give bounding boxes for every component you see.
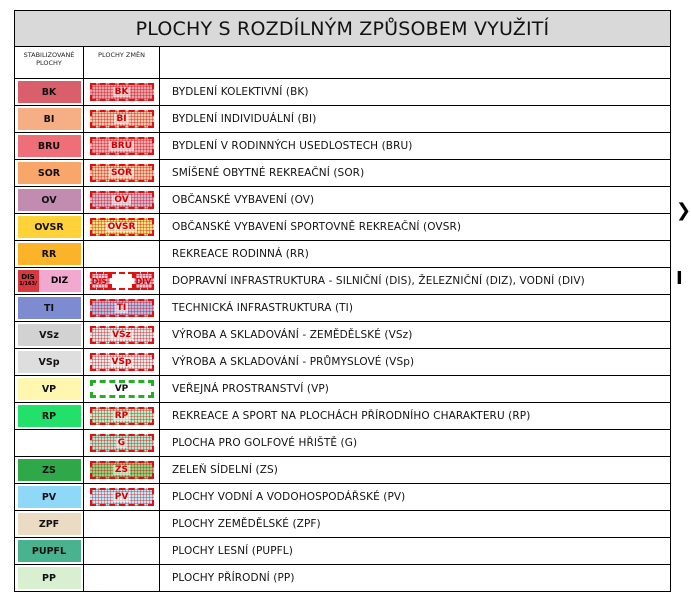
change-swatch — [90, 326, 154, 344]
change-cell — [84, 241, 160, 267]
change-cell — [84, 403, 160, 429]
change-code: OV — [114, 195, 129, 205]
change-swatch — [90, 110, 154, 128]
stabilized-cell — [15, 511, 84, 537]
stabilized-cell — [15, 79, 84, 105]
change-code: SOR — [110, 168, 133, 178]
change-code: G — [117, 438, 126, 448]
row-description: BYDLENÍ KOLEKTIVNÍ (BK) — [172, 86, 309, 98]
legend-row — [15, 187, 670, 214]
legend-row — [15, 457, 670, 484]
legend-row — [15, 538, 670, 565]
change-swatch-div: DIV — [134, 272, 154, 290]
change-code: RP — [114, 411, 129, 421]
legend-row — [15, 322, 670, 349]
legend-row — [15, 403, 670, 430]
change-cell — [84, 457, 160, 483]
stabilized-swatch: PV — [18, 486, 81, 508]
row-description: REKREACE RODINNÁ (RR) — [172, 248, 309, 260]
change-cell — [84, 376, 160, 402]
change-swatch — [90, 218, 154, 236]
change-code: PV — [114, 492, 129, 502]
row-description: DOPRAVNÍ INFRASTRUKTURA - SILNIČNÍ (DIS), ŽELEZNIČNÍ (DIZ), VODNÍ (DIV) — [172, 275, 585, 287]
stabilized-cell — [15, 376, 84, 402]
change-cell — [84, 79, 160, 105]
row-description: BYDLENÍ INDIVIDUÁLNÍ (BI) — [172, 113, 317, 125]
change-code: BRU — [110, 141, 133, 151]
legend-row — [15, 79, 670, 106]
dis-code: DIS — [21, 273, 35, 281]
stabilized-swatch: BRU — [18, 135, 81, 157]
stabilized-swatch: BI — [18, 108, 81, 130]
stabilized-swatch: VSp — [18, 351, 81, 373]
change-cell — [84, 268, 160, 294]
change-code: VSz — [112, 330, 131, 340]
change-cell — [84, 106, 160, 132]
stabilized-swatch: VP — [18, 378, 81, 400]
stabilized-cell — [15, 403, 84, 429]
change-code: VSp — [111, 357, 132, 367]
stabilized-swatch: ZS — [18, 459, 81, 481]
row-description: OBČANSKÉ VYBAVENÍ (OV) — [172, 194, 315, 206]
header-stabilized: STABILIZOVANÉ PLOCHY — [15, 47, 84, 78]
legend-header-row — [15, 47, 670, 79]
stabilized-swatch: OV — [18, 189, 81, 211]
change-code: TI — [116, 303, 127, 313]
legend-table — [14, 10, 671, 592]
change-code: BI — [116, 114, 127, 124]
stabilized-swatch: SOR — [18, 162, 81, 184]
change-cell — [84, 187, 160, 213]
change-cell — [84, 133, 160, 159]
row-description: SMÍŠENÉ OBYTNÉ REKREAČNÍ (SOR) — [172, 167, 365, 179]
change-cell — [84, 538, 160, 564]
stabilized-cell — [15, 160, 84, 186]
change-swatch — [90, 299, 154, 317]
stabilized-swatch: PUPFL — [18, 540, 81, 562]
stabilized-swatch: OVSR — [18, 216, 81, 238]
stabilized-cell — [15, 484, 84, 510]
stabilized-cell — [15, 241, 84, 267]
diz-swatch: DIZ — [39, 270, 81, 292]
legend-row — [15, 295, 670, 322]
legend-row — [15, 376, 670, 403]
row-description: OBČANSKÉ VYBAVENÍ SPORTOVNĚ REKREAČNÍ (OVSR) — [172, 221, 462, 233]
change-cell — [84, 295, 160, 321]
edge-fragment: ❯ — [676, 200, 691, 221]
stabilized-cell — [15, 187, 84, 213]
stabilized-cell — [15, 106, 84, 132]
change-swatch — [90, 407, 154, 425]
legend-row — [15, 160, 670, 187]
change-swatch — [90, 353, 154, 371]
header-description — [160, 47, 670, 78]
change-swatch-dis: DIS — [90, 272, 110, 290]
stabilized-cell — [15, 322, 84, 348]
stabilized-cell — [15, 430, 84, 456]
row-description: PLOCHY PŘÍRODNÍ (PP) — [172, 572, 295, 584]
legend-row — [15, 214, 670, 241]
legend-row — [15, 268, 670, 295]
legend-row — [15, 511, 670, 538]
stabilized-cell — [15, 133, 84, 159]
row-description: PLOCHY VODNÍ A VODOHOSPODÁŘSKÉ (PV) — [172, 491, 406, 503]
edge-fragment: I — [676, 268, 683, 289]
row-description: VÝROBA A SKLADOVÁNÍ - PRŮMYSLOVÉ (VSp) — [172, 356, 415, 368]
stabilized-cell — [15, 214, 84, 240]
legend-row — [15, 565, 670, 591]
row-description: REKREACE A SPORT NA PLOCHÁCH PŘÍRODNÍHO CHARAKTERU (RP) — [172, 410, 531, 422]
change-cell — [84, 565, 160, 591]
header-changes: PLOCHY ZMĚN — [84, 47, 160, 78]
change-swatch — [90, 488, 154, 506]
stabilized-swatch: RP — [18, 405, 81, 427]
stabilized-cell — [15, 349, 84, 375]
legend-row — [15, 241, 670, 268]
stabilized-swatch — [18, 432, 81, 454]
change-cell — [84, 160, 160, 186]
row-description: PLOCHA PRO GOLFOVÉ HŘIŠTĚ (G) — [172, 437, 358, 449]
legend-row — [15, 484, 670, 511]
row-description: TECHNICKÁ INFRASTRUKTURA (TI) — [172, 302, 354, 314]
dis-subcode: 1/163/ — [19, 281, 37, 287]
row-description: PLOCHY LESNÍ (PUPFL) — [172, 545, 293, 557]
row-description: BYDLENÍ V RODINNÝCH USEDLOSTECH (BRU) — [172, 140, 413, 152]
change-cell — [84, 322, 160, 348]
change-cell — [84, 430, 160, 456]
stabilized-swatch: TI — [18, 297, 81, 319]
change-swatch-diz — [110, 272, 134, 290]
stabilized-swatch — [18, 270, 81, 292]
change-swatch — [90, 380, 154, 398]
legend-row — [15, 133, 670, 160]
stabilized-swatch: PP — [18, 567, 81, 589]
stabilized-swatch: BK — [18, 81, 81, 103]
change-swatch — [90, 272, 154, 290]
stabilized-cell — [15, 295, 84, 321]
change-swatch — [90, 137, 154, 155]
row-description: ZELEŇ SÍDELNÍ (ZS) — [172, 464, 278, 476]
change-swatch — [90, 164, 154, 182]
stabilized-cell — [15, 457, 84, 483]
row-description: VEŘEJNÁ PROSTRANSTVÍ (VP) — [172, 383, 330, 395]
change-cell — [84, 511, 160, 537]
change-code: ZS — [114, 465, 128, 475]
dis-swatch — [18, 270, 39, 292]
stabilized-swatch: VSz — [18, 324, 81, 346]
legend-rows — [15, 79, 670, 591]
stabilized-cell — [15, 268, 84, 294]
change-cell — [84, 349, 160, 375]
row-description: PLOCHY ZEMĚDĚLSKÉ (ZPF) — [172, 518, 321, 530]
stabilized-cell — [15, 538, 84, 564]
stabilized-swatch: ZPF — [18, 513, 81, 535]
legend-title: PLOCHY S ROZDÍLNÝM ZPŮSOBEM VYUŽITÍ — [15, 11, 670, 47]
change-swatch — [90, 191, 154, 209]
change-swatch — [90, 434, 154, 452]
change-code: VP — [114, 384, 129, 394]
change-code: OVSR — [107, 222, 136, 232]
change-swatch — [90, 461, 154, 479]
legend-row — [15, 430, 670, 457]
change-code: BK — [114, 87, 129, 97]
stabilized-swatch: RR — [18, 243, 81, 265]
change-swatch — [90, 83, 154, 101]
stabilized-cell — [15, 565, 84, 591]
legend-row — [15, 349, 670, 376]
change-cell — [84, 484, 160, 510]
change-cell — [84, 214, 160, 240]
legend-row — [15, 106, 670, 133]
row-description: VÝROBA A SKLADOVÁNÍ - ZEMĚDĚLSKÉ (VSz) — [172, 329, 413, 341]
